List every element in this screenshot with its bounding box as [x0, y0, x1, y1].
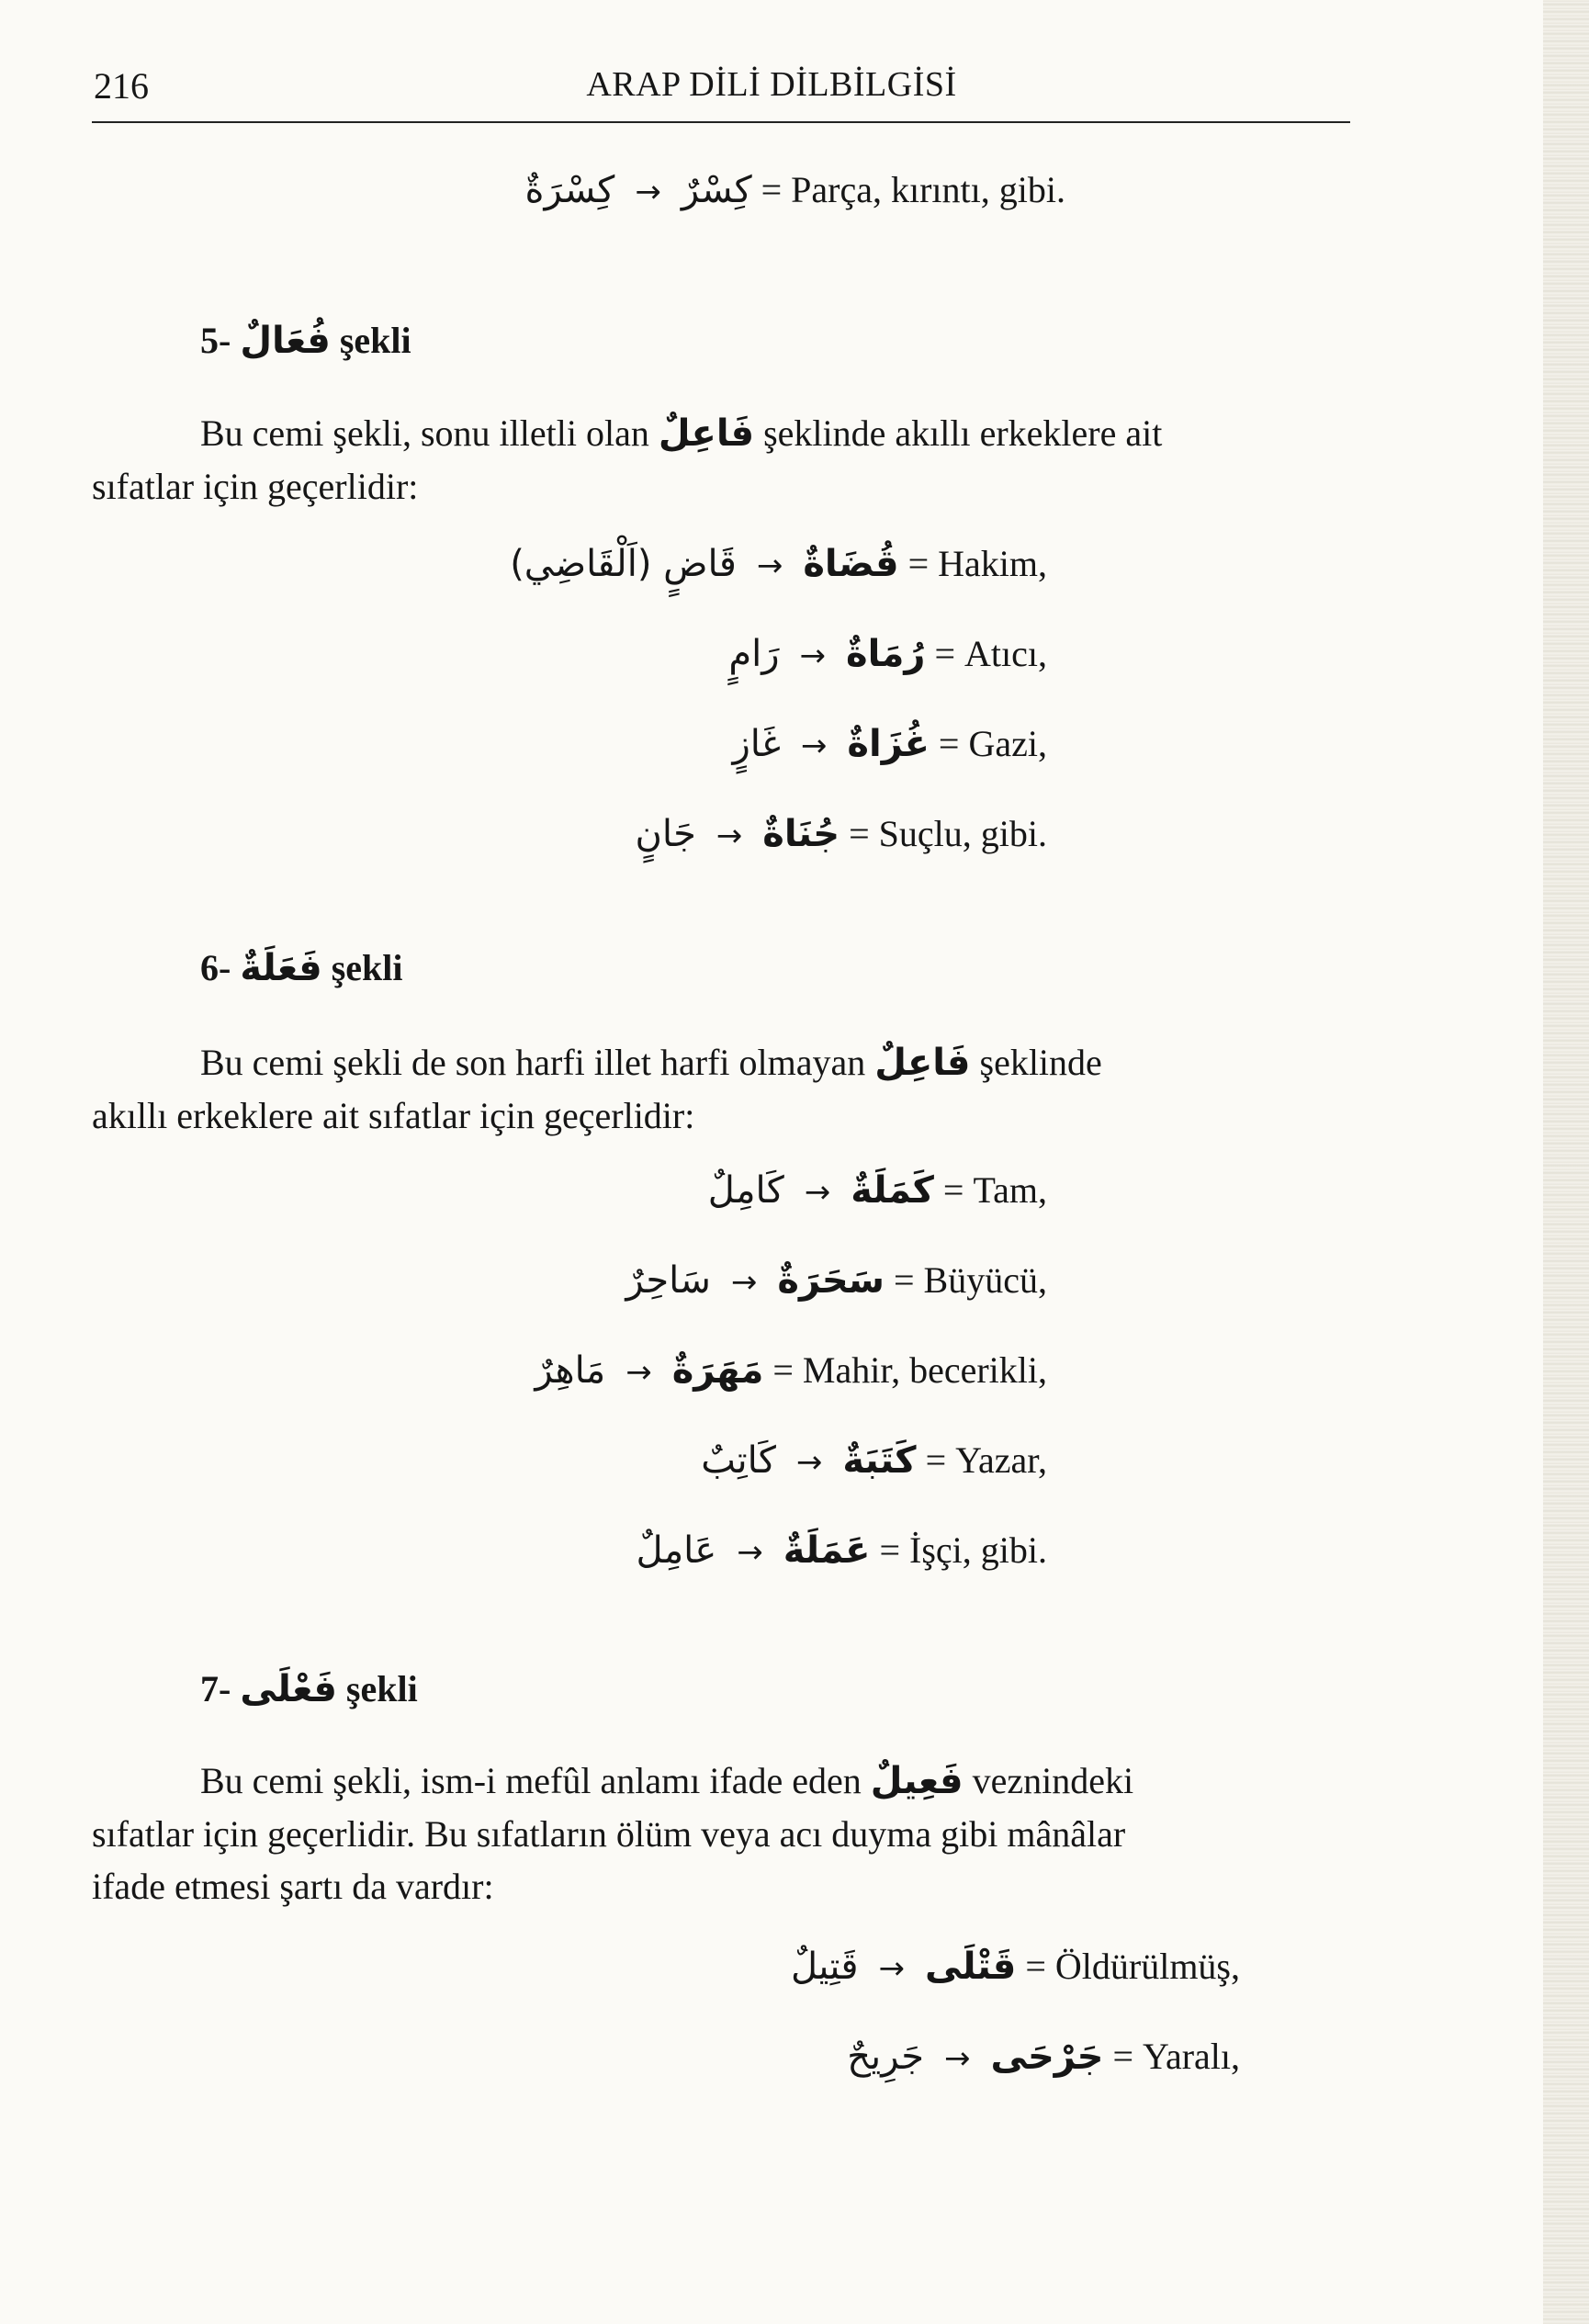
example-row: [636, 812, 1048, 855]
section-5-paragraph: [92, 407, 1350, 513]
example-plural: كَتَبَةٌ: [842, 1439, 917, 1482]
example-singular: كَاتِبٌ: [701, 1439, 776, 1482]
para-text: veznindeki: [972, 1760, 1134, 1801]
carryover-plural: كِسْرَةٌ: [524, 169, 615, 211]
example-meaning: = Suçlu, gibi.: [849, 813, 1047, 854]
example-plural: جَرْحَى: [990, 2036, 1104, 2078]
arrow-icon: →: [756, 547, 783, 584]
example-meaning: = Gazi,: [938, 723, 1047, 764]
para-text: şeklinde: [979, 1042, 1102, 1083]
example-singular: عَامِلٌ: [636, 1529, 717, 1572]
section-heading-6: [200, 946, 402, 989]
section-7-paragraph: [92, 1754, 1350, 1912]
example-meaning: = Atıcı,: [934, 633, 1047, 674]
section-heading-7: [200, 1667, 418, 1710]
section-pattern: فَعَلَةٌ: [240, 947, 322, 989]
example-singular: جَانٍ: [635, 813, 696, 855]
arrow-icon: →: [878, 1950, 905, 1987]
para-pattern: فَاعِلٌ: [658, 412, 755, 455]
example-plural: سَحَرَةٌ: [777, 1259, 885, 1302]
example-singular: رَامٍ: [728, 633, 780, 675]
example-singular: قَتِيلٌ: [790, 1946, 859, 1988]
example-meaning: = Tam,: [942, 1169, 1047, 1211]
running-title: ARAP DİLİ DİLBİLGİSİ: [586, 65, 957, 104]
arrow-icon: →: [795, 1444, 823, 1481]
para-text: Bu cemi şekli, sonu illetli olan: [200, 412, 649, 454]
example-singular: غَازٍ: [732, 723, 781, 765]
example-row: [728, 632, 1047, 675]
example-meaning: = Büyücü,: [894, 1259, 1047, 1301]
para-text: sıfatlar için geçerlidir. Bu sıfatların ölüm veya acı duyma gibi mânâlar: [92, 1813, 1126, 1855]
example-row: [708, 1168, 1047, 1212]
para-text: Bu cemi şekli, ism-i mefûl anlamı ifade eden: [200, 1760, 862, 1801]
example-plural: غُزَاةٌ: [847, 723, 930, 765]
arrow-icon: →: [799, 637, 827, 674]
example-row: [636, 1529, 1047, 1572]
carryover-singular: كِسْرٌ: [681, 169, 752, 211]
section-number: 5-: [200, 320, 231, 361]
arrow-icon: →: [625, 1354, 652, 1391]
example-meaning: = Mahir, becerikli,: [772, 1349, 1047, 1391]
example-row: [701, 1438, 1047, 1482]
arrow-icon: →: [737, 1534, 763, 1571]
example-meaning: = Yaralı,: [1112, 2036, 1240, 2077]
example-row: [535, 1348, 1047, 1392]
arrow-icon: →: [804, 1174, 831, 1211]
example-row: [791, 1945, 1240, 1988]
example-singular: كَامِلٌ: [707, 1169, 784, 1212]
section-number: 6-: [200, 947, 231, 988]
section-pattern: فُعَالٌ: [240, 320, 331, 362]
section-6-paragraph: [92, 1036, 1350, 1142]
arrow-icon: →: [716, 818, 743, 854]
para-text: akıllı erkeklere ait sıfatlar için geçerlidir:: [92, 1095, 695, 1136]
example-plural: عَمَلَةٌ: [783, 1529, 871, 1572]
para-pattern: فَاعِلٌ: [874, 1042, 971, 1084]
example-row: [510, 542, 1047, 585]
section-label: şekli: [339, 320, 411, 361]
example-plural: كَمَلَةٌ: [851, 1169, 934, 1212]
example-plural: قُضَاةٌ: [803, 543, 899, 585]
para-pattern: فَعِيلٌ: [870, 1760, 964, 1802]
example-plural: مَهَرَةٌ: [671, 1349, 764, 1392]
example-plural: قَتْلَى: [925, 1946, 1017, 1988]
example-singular: سَاحِرٌ: [625, 1259, 711, 1302]
carryover-meaning: = Parça, kırıntı, gibi.: [761, 169, 1065, 210]
section-label: şekli: [331, 947, 403, 988]
carryover-example: [525, 168, 1065, 211]
para-text: sıfatlar için geçerlidir:: [92, 466, 419, 507]
example-meaning: = Öldürülmüş,: [1025, 1946, 1240, 1987]
example-plural: رُمَاةٌ: [846, 633, 926, 675]
example-row: [847, 2035, 1240, 2078]
section-number: 7-: [200, 1668, 231, 1709]
arrow-icon: →: [635, 174, 661, 210]
page-number: 216: [94, 65, 149, 107]
example-singular: جَرِيحٌ: [847, 2036, 924, 2078]
arrow-icon: →: [800, 728, 828, 764]
example-singular: مَاهِرٌ: [535, 1349, 606, 1392]
arrow-icon: →: [943, 2040, 971, 2077]
page-edge-texture: [1543, 0, 1589, 2324]
para-text: ifade etmesi şartı da vardır:: [92, 1866, 494, 1907]
section-label: şekli: [345, 1668, 418, 1709]
example-meaning: = Hakim,: [907, 543, 1047, 584]
para-text: Bu cemi şekli de son harfi illet harfi olmayan: [200, 1042, 866, 1083]
example-singular: قَاضٍ (اَلْقَاضِي): [510, 543, 737, 585]
example-plural: جُنَاةٌ: [762, 813, 840, 855]
example-meaning: = İşçi, gibi.: [879, 1529, 1047, 1571]
example-row: [732, 722, 1047, 765]
section-heading-5: [200, 319, 411, 362]
example-meaning: = Yazar,: [925, 1439, 1047, 1481]
arrow-icon: →: [730, 1264, 758, 1301]
section-pattern: فَعْلَى: [240, 1668, 337, 1710]
para-text: şeklinde akıllı erkeklere ait: [763, 412, 1163, 454]
page-header: [92, 57, 1350, 123]
example-row: [625, 1258, 1047, 1302]
